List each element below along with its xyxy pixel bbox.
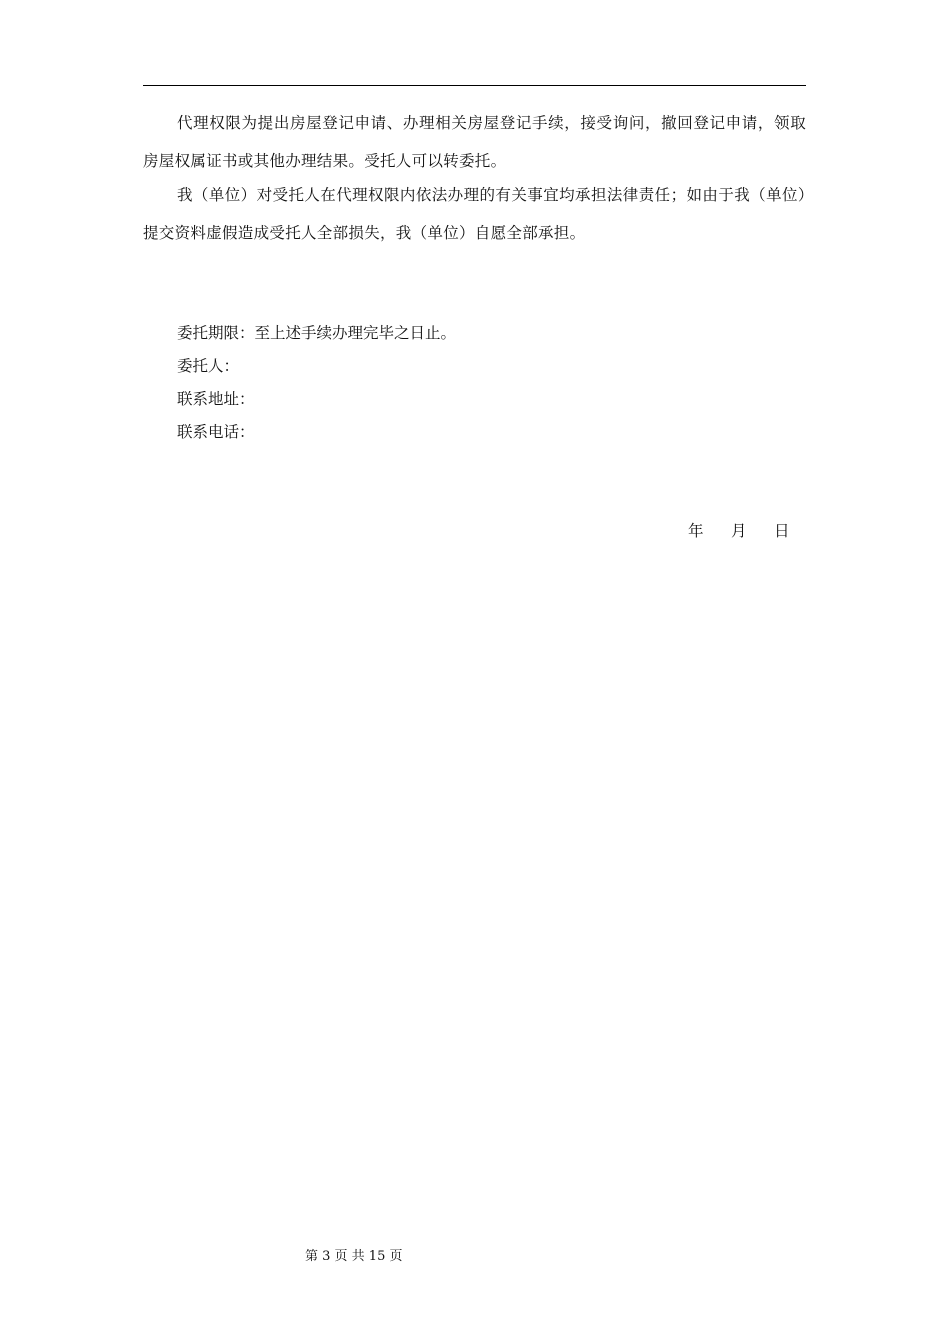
entrustment-term: 委托期限：至上述手续办理完毕之日止。 (177, 324, 457, 342)
header-rule (143, 85, 806, 86)
authority-scope-paragraph: 代理权限为提出房屋登记申请、办理相关房屋登记手续，接受询问，撤回登记申请，领取房屋权属证书或其他办理结果。受托人可以转委托。 (143, 114, 806, 170)
contact-address-label: 联系地址： (177, 390, 255, 408)
signature-date (688, 521, 790, 541)
principal-label: 委托人： (177, 357, 240, 375)
date-year-label: 年 (688, 522, 704, 540)
date-day-label: 日 (774, 522, 790, 540)
date-month-label: 月 (731, 522, 747, 540)
liability-paragraph: 我（单位）对受托人在代理权限内依法办理的有关事宜均承担法律责任；如由于我（单位）提交资料虚假造成受托人全部损失，我（单位）自愿全部承担。 (143, 186, 806, 242)
page-number: 第 3 页 共 15 页 (305, 1249, 403, 1264)
contact-phone-label: 联系电话： (177, 423, 255, 441)
